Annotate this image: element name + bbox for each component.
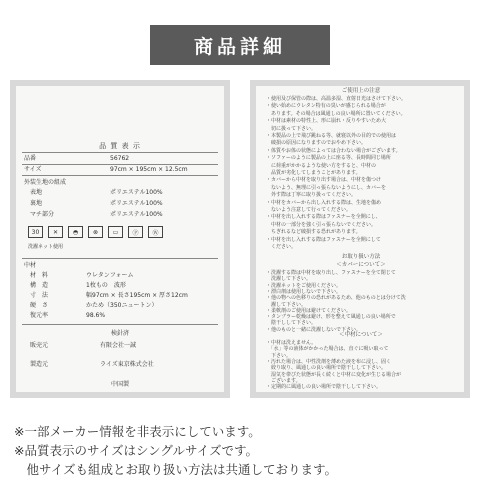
instruction-line: 品質が劣化してしまうことがあります。 — [266, 170, 361, 176]
instruction-line: ・使い始めにウレタン特有の臭いが感じられる場合が — [266, 103, 386, 110]
quality-label-photo — [10, 80, 230, 398]
footer-note-3: 他サイズも組成とお取り扱い方法は共通しております。 — [14, 462, 338, 477]
care-heading: お取り扱い方法 — [341, 254, 381, 260]
divider — [22, 164, 218, 165]
instruction-line: ・洗濯ネットをご使用ください。 — [266, 282, 342, 289]
instruction-line: ないよう、無理に引っ張らないようにし、カバーを — [266, 184, 387, 191]
origin-note: 中国製 — [110, 381, 129, 388]
care-label-sheet — [256, 86, 464, 392]
usage-notes-heading: ご使用上の注意 — [341, 88, 381, 94]
instruction-line: 外す際は丁寧に取り扱ってください。 — [266, 192, 357, 199]
instruction-line: ・中材は素材の特性上、形に崩れ・反りやすいため大 — [266, 118, 387, 125]
instruction-line: 中材の一部分を強く引っ張らないでください。 — [266, 221, 377, 228]
instruction-line: ・汚れた場合は、中性洗剤を薄めた液を布に浸し、固く — [266, 358, 392, 365]
divider — [22, 324, 218, 325]
inspection-note: 検針済 — [110, 330, 129, 337]
instruction-line: ちぎれるなど破損する恐れがあります。 — [266, 229, 361, 236]
divider — [22, 258, 218, 259]
instruction-line: ・漂白剤は使用しないで下さい。 — [266, 288, 342, 295]
instruction-line: 切に扱って下さい。 — [266, 125, 317, 132]
instruction-line: 「水」等の液体がかかった場合は、直ぐに吸い取って — [266, 346, 389, 353]
section-title-banner: 商品詳細 — [150, 25, 330, 65]
iron-icon: ◓ — [68, 226, 83, 238]
instruction-line: ないよう注意して行ってください。 — [266, 207, 352, 213]
wet-clean-icon: Ⓦ — [148, 226, 163, 238]
instruction-line: ・柔軟剤のご使用は避けてください。 — [266, 307, 352, 314]
instruction-line: ・体質やお体の状態によっては合わない場合がございます。 — [266, 147, 401, 154]
instruction-line: あります。その場合は風通しの良い場所に置いてください。 — [266, 110, 406, 117]
divider — [22, 175, 218, 176]
footer-note-2: ※品質表示のサイズはシングルサイズです。 — [14, 443, 259, 458]
instruction-line: に荷重がかかるような使い方をすると、中材の — [266, 162, 377, 169]
instruction-line: ・ソファーのように製品の上に座る等、長時間同じ場所 — [266, 155, 391, 162]
instruction-line: ・他の物への色移りの恐れがあるため、他のものとは分けて洗 — [266, 295, 406, 302]
care-symbols — [28, 226, 218, 240]
wash-30-icon: 30 — [28, 226, 43, 238]
instruction-line: ・中材をカバーから出し入れする際は、生地を傷め — [266, 199, 382, 206]
no-bleach-icon: ✕ — [48, 226, 63, 238]
instruction-line: ・本製品の上で飛び跳ねる等、就寝以外の目的での使用は — [266, 133, 397, 139]
no-dry-clean-icon: Ⓟ — [128, 226, 143, 238]
no-tumble-dry-icon: ⊗ — [88, 226, 103, 238]
instruction-line: ・カバーから中材を取り出す場合は、中材を傷つけ — [266, 177, 382, 184]
instruction-line: 絞り取り、風通しの良い場所で陰干しして下さい。 — [266, 365, 387, 372]
instruction-line: ・中材を出し入れする際はファスナーを全開にし、 — [266, 214, 381, 221]
instruction-line: 湿気を帯びた状態が長く続くと中材に変化が生じる場合が — [266, 371, 402, 378]
instruction-line: ・使用及び保管の際は、高温多湿、直射日光はさけて下さい。 — [266, 96, 407, 102]
instruction-line: 濯して下さい。 — [266, 301, 307, 308]
instruction-line: ・他のものと一緒に洗濯しないで下さい。 — [266, 326, 362, 333]
instruction-line: ございます。 — [266, 377, 301, 384]
instruction-line: ・タンブラー乾燥は避け、形を整えて風通しの良い場所で — [266, 314, 396, 321]
line-dry-icon: ▭ — [108, 226, 123, 238]
instruction-line: ください。 — [266, 244, 297, 250]
instruction-line: 下さい。 — [266, 352, 292, 359]
instruction-line: ・洗濯する際は中材を取り出し、ファスナーを全て閉じて — [266, 270, 396, 276]
divider — [22, 152, 218, 153]
footer-note-1: ※一部メーカー情報を非表示にしています。 — [14, 424, 261, 439]
instruction-line: 破損の原因になりますのでおやめ下さい。 — [266, 140, 367, 147]
cover-heading: ＜カバーについて＞ — [336, 262, 386, 268]
core-care-heading: ＜中材について＞ — [339, 332, 383, 338]
instruction-line: 陰干しして下さい。 — [266, 320, 317, 327]
instruction-line: ・中材は洗えません。 — [266, 340, 317, 346]
quality-label-sheet: 品 質 表 示 品番 56762 サイズ 97cm × 195cm × 12.5cm 外装生地の組成 表地 ポリエステル100% 裏地 ポリエステル100% マチ部分 ポリエステル100% 30 ✕ ◓ ⊗ ▭ Ⓟ Ⓦ 洗濯ネット使用 中材 材 料 ウレタンフォーム 構 造 1枚もの 波形 寸 法 幅97cm × 長さ195cm × 厚さ12cm 硬 さ かため（350ニュートン） 復元率 98.6% 検針済 販売元 有限会社一誠 製造元 ライズ東京株式会社 中国製 — [16, 86, 224, 392]
care-label-photo — [250, 80, 470, 398]
instruction-line: 洗濯して下さい。 — [266, 276, 312, 283]
label-title: 品 質 表 示 — [99, 142, 141, 150]
instruction-line: ・中材を出し入れする際はファスナーを全開にして — [266, 236, 381, 243]
instruction-line: ・定期的に風通しの良い場所で陰干しして下さい。 — [266, 384, 382, 391]
